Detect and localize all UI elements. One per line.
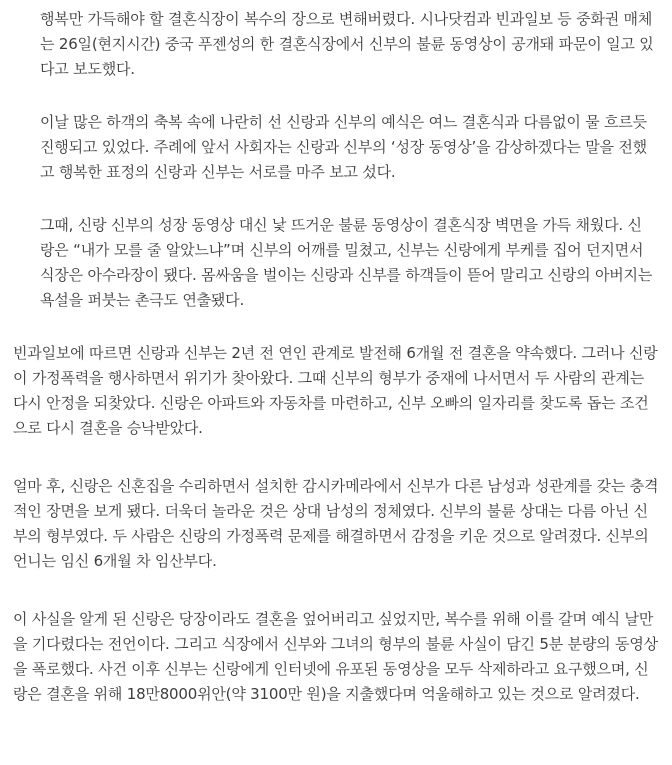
article-lead-section — [40, 7, 656, 313]
lead-paragraph-1: 행복만 가득해야 할 결혼식장이 복수의 장으로 변해버렸다. 시나닷컴과 빈과일보 등 중화권 매체는 26일(현지시간) 중국 푸젠성의 한 결혼식장에서 신부의 불륜 동영상이 공개돼 파문이 일고 있다고 보도했다. — [40, 10, 654, 78]
body-paragraph-2: 얼마 후, 신랑은 신혼집을 수리하면서 설치한 감시카메라에서 신부가 다른 남성과 성관계를 갖는 충격적인 장면을 보게 됐다. 더욱더 놀라운 것은 상대 남성의 정체였다. 신부의 불륜 상대는 다름 아닌 신부의 형부였다. 두 사람은 신랑의 가정폭력 문제를 해결하면서 감정을 키운 것으로 알려졌다. 신부의 언니는 임신 6개월 차 임산부다. — [13, 477, 659, 570]
lead-paragraph-2: 이날 많은 하객의 축복 속에 나란히 선 신랑과 신부의 예식은 여느 결혼식과 다름없이 물 흐르듯 진행되고 있었다. 주례에 앞서 사회자는 신랑과 신부의 ‘성장 동영상’을 감상하겠다는 말을 전했고 행복한 표정의 신랑과 신부는 서로를 마주 보고 섰다. — [40, 113, 647, 181]
body-paragraph-3: 이 사실을 알게 된 신랑은 당장이라도 결혼을 엎어버리고 싶었지만, 복수를 위해 이를 갈며 예식 날만을 기다렸다는 전언이다. 그리고 식장에서 신부와 그녀의 형부의 불륜 사실이 담긴 5분 분량의 동영상을 폭로했다. 사건 이후 신부는 신랑에게 인터넷에 유포된 동영상을 모두 삭제하라고 요구했으며, 신랑은 결혼을 위해 18만8000위안(약 3100만 원)을 지출했다며 억울해하고 있는 것으로 알려졌다. — [13, 610, 658, 703]
lead-paragraph-3: 그때, 신랑 신부의 성장 동영상 대신 낯 뜨거운 불륜 동영상이 결혼식장 벽면을 가득 채웠다. 신랑은 “내가 모를 줄 알았느냐”며 신부의 어깨를 밀쳤고, 신부는 신랑에게 부케를 집어 던지면서 식장은 아수라장이 됐다. 몸싸움을 벌이는 신랑과 신부를 하객들이 뜯어 말리고 신랑의 아버지는 욕설을 퍼붓는 촌극도 연출됐다. — [40, 216, 653, 309]
article-body-section — [13, 341, 662, 707]
body-paragraph-1: 빈과일보에 따르면 신랑과 신부는 2년 전 연인 관계로 발전해 6개월 전 결혼을 약속했다. 그러나 신랑이 가정폭력을 행사하면서 위기가 찾아왔다. 그때 신부의 형부가 중재에 나서면서 두 사람의 관계는 다시 안정을 되찾았다. 신랑은 아파트와 자동차를 마련하고, 신부 오빠의 일자리를 찾도록 돕는 조건으로 다시 결혼을 승낙받았다. — [13, 344, 658, 437]
